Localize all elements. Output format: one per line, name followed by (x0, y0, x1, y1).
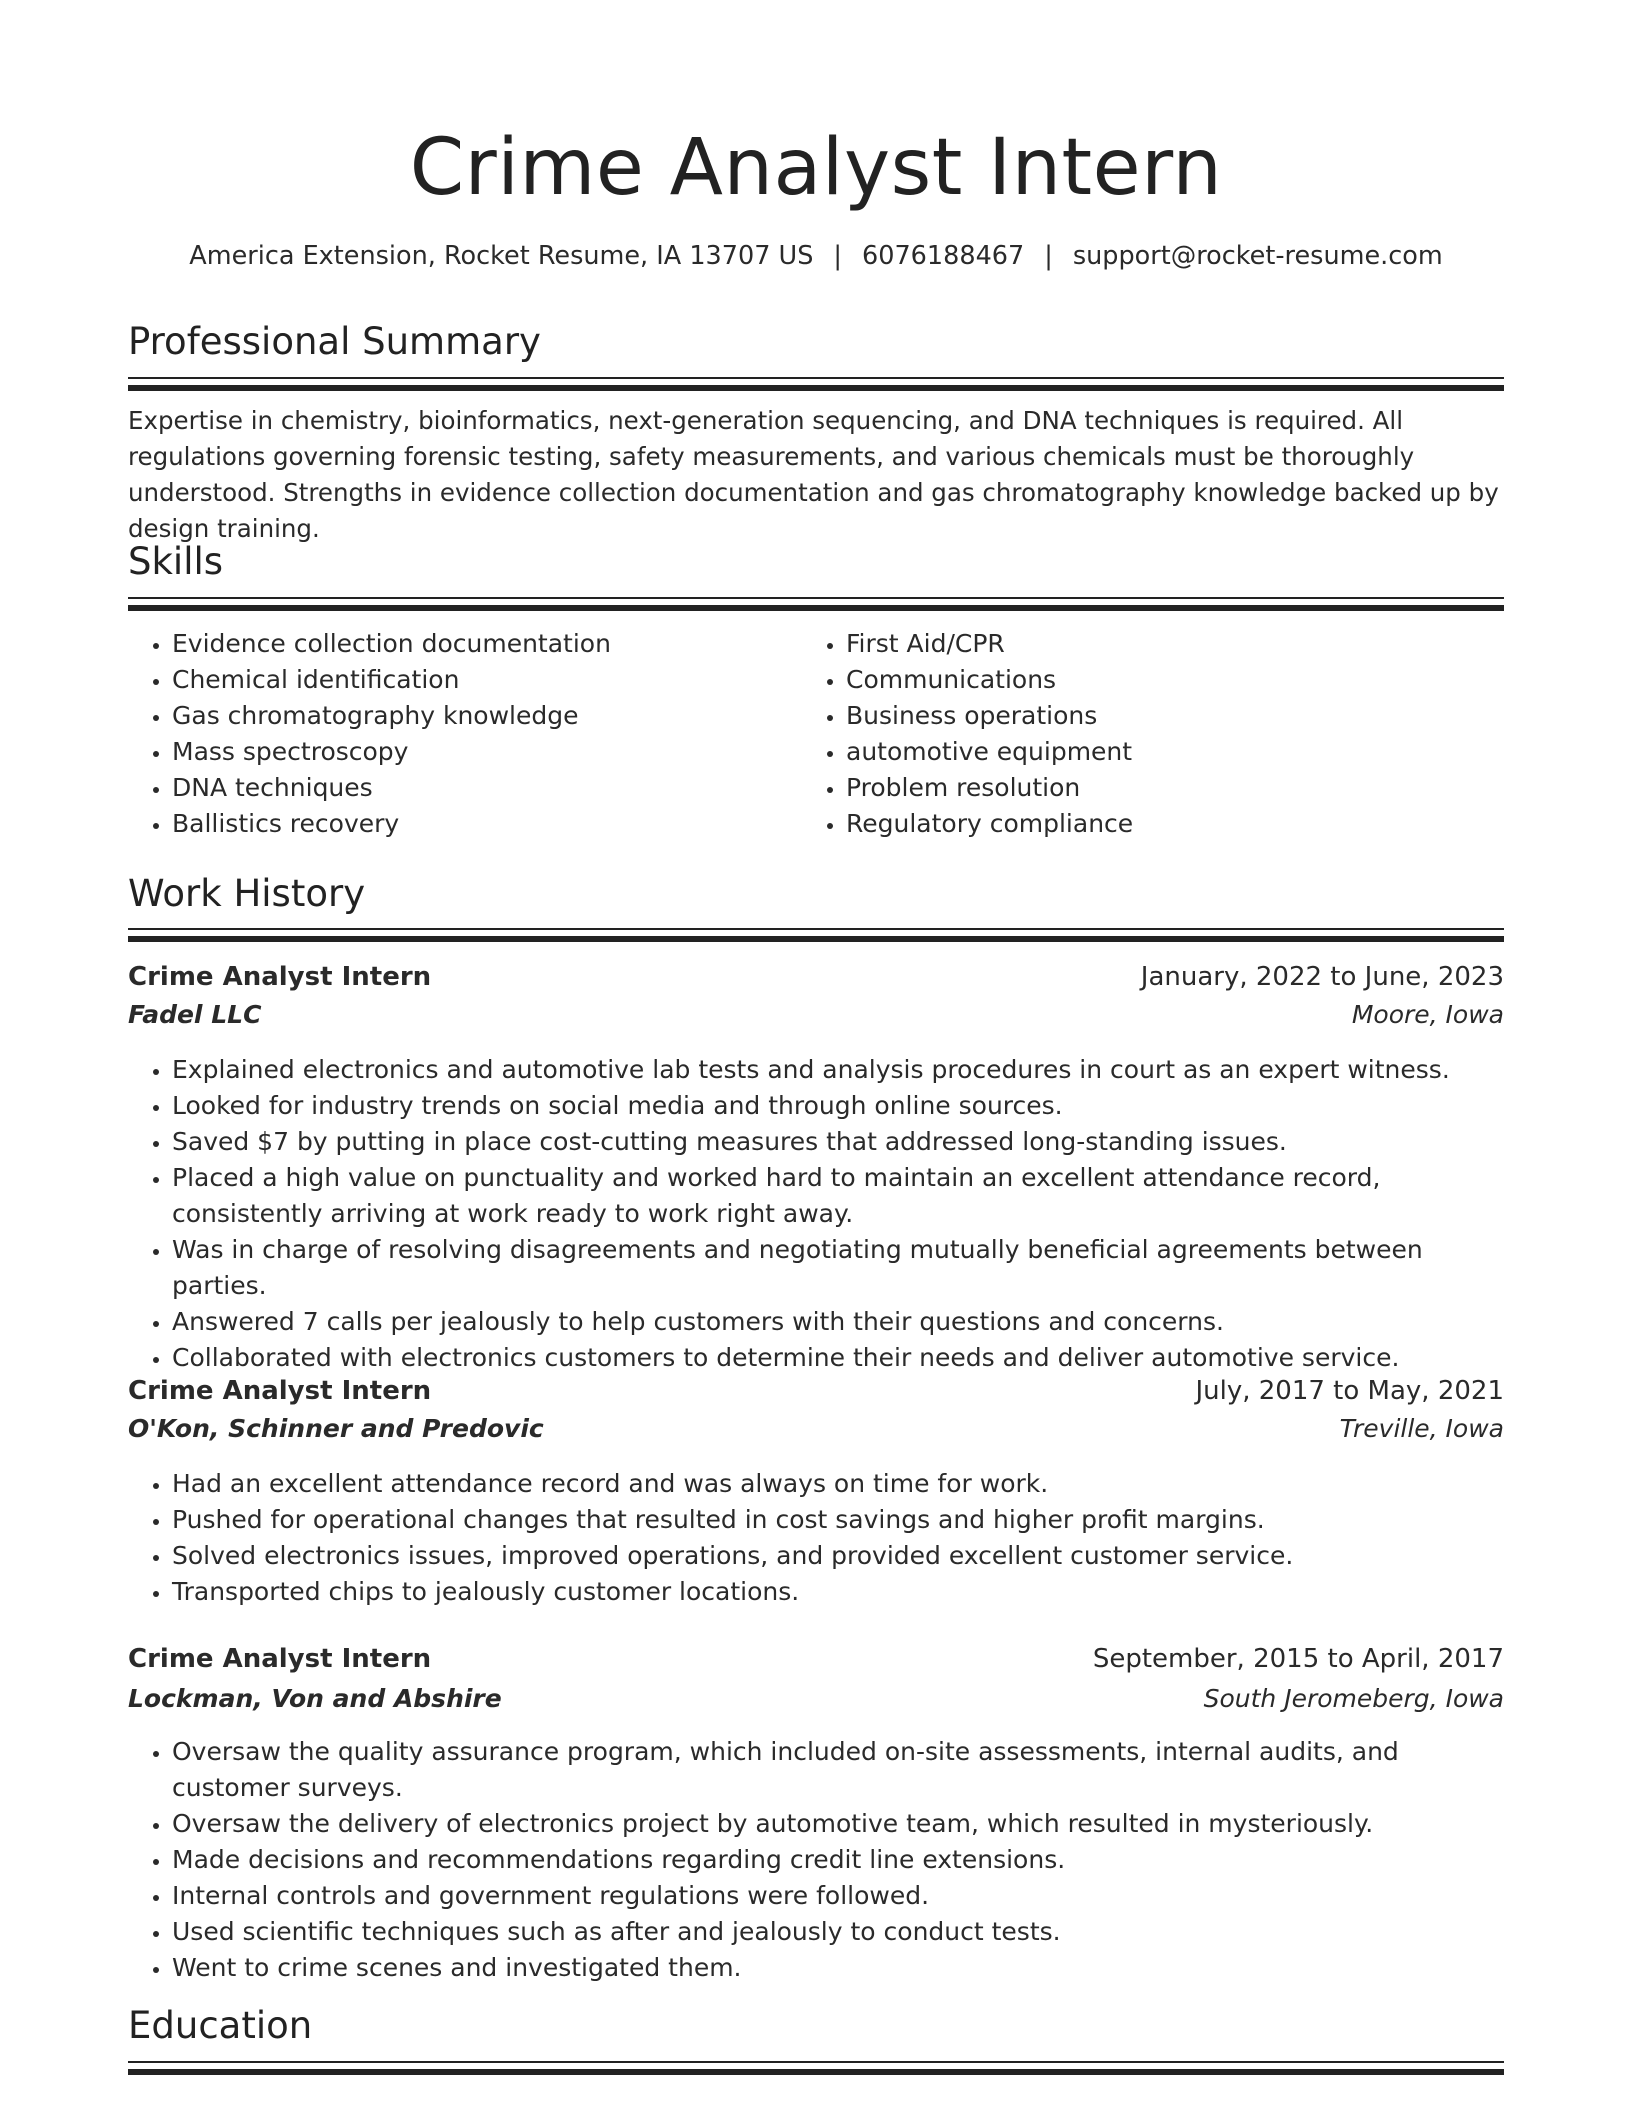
job-company: Lockman, Von and Abshire (128, 1684, 502, 1713)
section-title-summary: Professional Summary (128, 320, 541, 363)
job-bullet: • Was in charge of resolving disagreements and negotiating mutually beneficial agreements between parties. (172, 1232, 1504, 1304)
job-bullet: • Oversaw the delivery of electronics project by automotive team, which resulted in mysteriously. (172, 1806, 1504, 1842)
skill-item: • Gas chromatography knowledge (172, 698, 792, 734)
skill-item: • Business operations (846, 698, 1486, 734)
contact-separator: | (1044, 241, 1053, 271)
skills-list-right (802, 626, 1486, 842)
job-company: Fadel LLC (128, 1000, 262, 1029)
job-bullet: • Transported chips to jealously customer locations. (172, 1574, 1504, 1610)
job-subheader (128, 1410, 1504, 1448)
contact-phone: 6076188467 (862, 241, 1025, 271)
skill-item: • Evidence collection documentation (172, 626, 792, 662)
job-subheader (128, 996, 1504, 1034)
skill-item: • Regulatory compliance (846, 806, 1486, 842)
skill-item: • First Aid/CPR (846, 626, 1486, 662)
skill-item: • Communications (846, 662, 1486, 698)
job-dates: July, 2017 to May, 2021 (1195, 1376, 1504, 1406)
job-title: Crime Analyst Intern (128, 1376, 432, 1406)
job-bullet: • Went to crime scenes and investigated them. (172, 1950, 1504, 1986)
job-bullet: • Internal controls and government regulations were followed. (172, 1878, 1504, 1914)
job-bullet: • Pushed for operational changes that resulted in cost savings and higher profit margins. (172, 1502, 1504, 1538)
job-bullets (128, 1052, 1504, 1376)
job-title: Crime Analyst Intern (128, 1644, 432, 1674)
job-header (128, 1372, 1504, 1410)
job-bullet: • Answered 7 calls per jealously to help customers with their questions and concerns. (172, 1304, 1504, 1340)
skill-item: • Mass spectroscopy (172, 734, 792, 770)
skill-item: • automotive equipment (846, 734, 1486, 770)
skill-item: • Problem resolution (846, 770, 1486, 806)
job-bullet: • Saved $7 by putting in place cost-cutting measures that addressed long-standing issues. (172, 1124, 1504, 1160)
contact-separator: | (833, 241, 843, 271)
job-bullet: • Oversaw the quality assurance program, which included on-site assessments, internal audits, and customer surveys. (172, 1734, 1504, 1806)
job-location: Treville, Iowa (1339, 1414, 1504, 1443)
section-title-skills: Skills (128, 540, 224, 583)
section-divider (128, 928, 1504, 943)
job-bullet: • Placed a high value on punctuality and worked hard to maintain an excellent attendance record, consistently arriving at work ready to work right away. (172, 1160, 1504, 1232)
job-bullets (128, 1734, 1504, 1986)
job-location: Moore, Iowa (1351, 1000, 1504, 1029)
job-bullet: • Used scientific techniques such as after and jealously to conduct tests. (172, 1914, 1504, 1950)
section-title-education: Education (128, 2004, 313, 2047)
contact-email[interactable]: support@rocket-resume.com (1072, 241, 1443, 271)
job-dates: September, 2015 to April, 2017 (1092, 1644, 1504, 1674)
skill-item: • Ballistics recovery (172, 806, 792, 842)
job-company: O'Kon, Schinner and Predovic (128, 1414, 544, 1443)
summary-text: Expertise in chemistry, bioinformatics, next-generation sequencing, and DNA techniques is required. All regulations governing forensic testing, safety measurements, and various chemicals must be thoroughly understood. Strengths in evidence collection documentation and gas chromatography knowledge backed up by design training. (128, 406, 1499, 543)
skill-item: • Chemical identification (172, 662, 792, 698)
contact-line (0, 238, 1632, 274)
job-bullet: • Looked for industry trends on social media and through online sources. (172, 1088, 1504, 1124)
job-dates: January, 2022 to June, 2023 (1140, 962, 1504, 992)
job-subheader (128, 1680, 1504, 1718)
contact-address: America Extension, Rocket Resume, IA 13707 US (189, 241, 814, 271)
job-bullet: • Explained electronics and automotive lab tests and analysis procedures in court as an expert witness. (172, 1052, 1504, 1088)
job-bullet: • Collaborated with electronics customers to determine their needs and deliver automotive service. (172, 1340, 1504, 1376)
section-divider (128, 597, 1504, 612)
section-divider (128, 2061, 1504, 2076)
job-bullet: • Had an excellent attendance record and was always on time for work. (172, 1466, 1504, 1502)
job-header (128, 1640, 1504, 1678)
job-header (128, 958, 1504, 996)
job-bullet: • Made decisions and recommendations regarding credit line extensions. (172, 1842, 1504, 1878)
job-bullets (128, 1466, 1504, 1610)
section-title-work-history: Work History (128, 872, 366, 915)
section-divider (128, 377, 1504, 392)
job-bullet: • Solved electronics issues, improved operations, and provided excellent customer service. (172, 1538, 1504, 1574)
skill-item: • DNA techniques (172, 770, 792, 806)
skills-list-left (128, 626, 792, 842)
job-title: Crime Analyst Intern (128, 962, 432, 992)
job-location: South Jeromeberg, Iowa (1203, 1684, 1504, 1713)
candidate-name: Crime Analyst Intern (409, 123, 1223, 213)
